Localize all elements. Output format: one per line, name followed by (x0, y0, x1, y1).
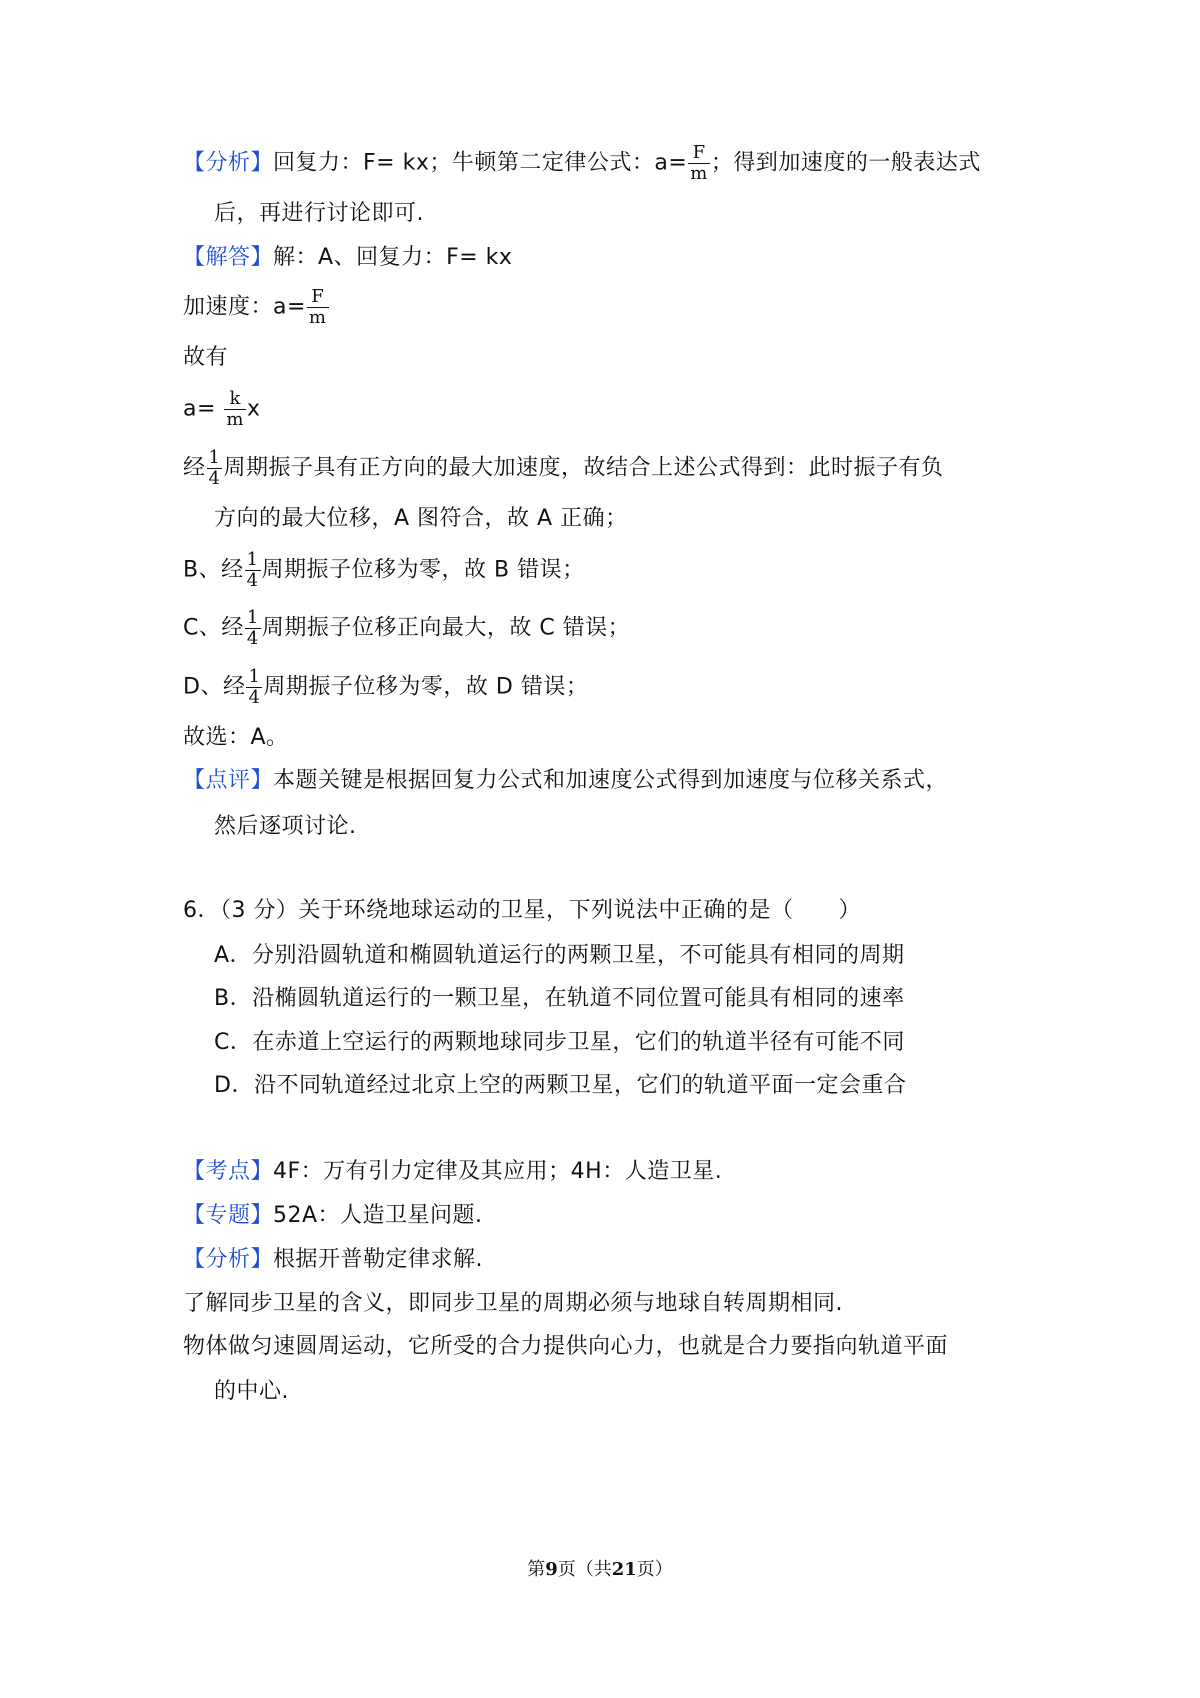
analysis2-line-2: 了解同步卫星的含义，即同步卫星的周期必须与地球自转周期相同. (183, 1291, 843, 1316)
fraction-one-quarter: $\frac{1}{4}$ (208, 447, 221, 489)
analysis2-tag: 【分析】 (183, 1247, 274, 1272)
question-6-option-c: C．在赤道上空运行的两颗地球同步卫星，它们的轨道半径有可能不同 (214, 1030, 905, 1055)
question-6-option-b: B．沿椭圆轨道运行的一颗卫星，在轨道不同位置可能具有相同的速率 (214, 986, 905, 1011)
kaodian-tag: 【考点】 (183, 1159, 274, 1184)
comment-tag: 【点评】 (183, 768, 274, 793)
analysis-line-1 (183, 143, 981, 184)
analysis2-line-3: 物体做匀速圆周运动，它所受的合力提供向心力，也就是合力要指向轨道平面 (183, 1334, 949, 1359)
therefore-line: 故有 (183, 345, 229, 370)
page-number: 9 (545, 1559, 558, 1580)
zhuanti-line: 【专题】52A：人造卫星问题. (183, 1203, 483, 1228)
fraction-one-quarter: $\frac{1}{4}$ (246, 549, 259, 591)
a-formula-line: a= $\frac{k}{m}$ x (183, 388, 261, 430)
answer-tag: 【解答】 (183, 245, 274, 270)
analysis-text-a: 回复力：F= kx；牛顿第二定律公式：a= (273, 150, 688, 176)
choice-line: 故选：A。 (183, 725, 289, 750)
analysis2-line-4: 的中心. (214, 1379, 289, 1404)
analysis-text-b: ；得到加速度的一般表达式 (710, 150, 981, 176)
analysis-tag: 【分析】 (183, 150, 274, 176)
option-b-line: B、经 $\frac{1}{4}$ 周期振子位移为零，故 B 错误； (183, 549, 585, 591)
answer-text: 解：A、回复力：F= kx (273, 245, 513, 270)
fraction-f-over-m: $\frac{F}{m}$ (690, 142, 708, 184)
zhuanti-tag: 【专题】 (183, 1203, 274, 1228)
option-d-line: D、经 $\frac{1}{4}$ 周期振子位移为零，故 D 错误； (183, 666, 589, 708)
answer-line-1 (183, 242, 512, 274)
comment-line-2: 然后逐项讨论. (214, 814, 357, 839)
comment-line-1: 【点评】本题关键是根据回复力公式和加速度公式得到加速度与位移关系式， (183, 768, 949, 793)
kaodian-line: 【考点】4F：万有引力定律及其应用；4H：人造卫星. (183, 1159, 723, 1184)
analysis-line-2: 后，再进行讨论即可. (214, 201, 424, 226)
question-6-option-d: D．沿不同轨道经过北京上空的两颗卫星，它们的轨道平面一定会重合 (214, 1073, 907, 1098)
option-a-line-2: 方向的最大位移，A 图符合，故 A 正确； (214, 506, 628, 531)
fraction-one-quarter: $\frac{1}{4}$ (246, 607, 259, 649)
fraction-f-over-m: $\frac{F}{m}$ (308, 286, 327, 328)
question-6-option-a: A．分别沿圆轨道和椭圆轨道运行的两颗卫星，不可能具有相同的周期 (214, 943, 905, 968)
fraction-k-over-m: $\frac{k}{m}$ (226, 388, 244, 430)
accel-line: 加速度：a= $\frac{F}{m}$ (183, 286, 327, 328)
option-c-line: C、经 $\frac{1}{4}$ 周期振子位移正向最大，故 C 错误； (183, 607, 631, 649)
question-6-stem: 6．（3 分）关于环绕地球运动的卫星，下列说法中正确的是（ ） (183, 898, 861, 923)
fraction-one-quarter: $\frac{1}{4}$ (248, 666, 261, 708)
page-footer: 第9页（共21页） (527, 1559, 673, 1580)
option-a-line-1: 经 $\frac{1}{4}$ 周期振子具有正方向的最大加速度，故结合上述公式得到：此时振子有负 (183, 447, 944, 489)
page-total: 21 (611, 1559, 637, 1580)
analysis2-line-1: 【分析】根据开普勒定律求解. (183, 1247, 484, 1272)
